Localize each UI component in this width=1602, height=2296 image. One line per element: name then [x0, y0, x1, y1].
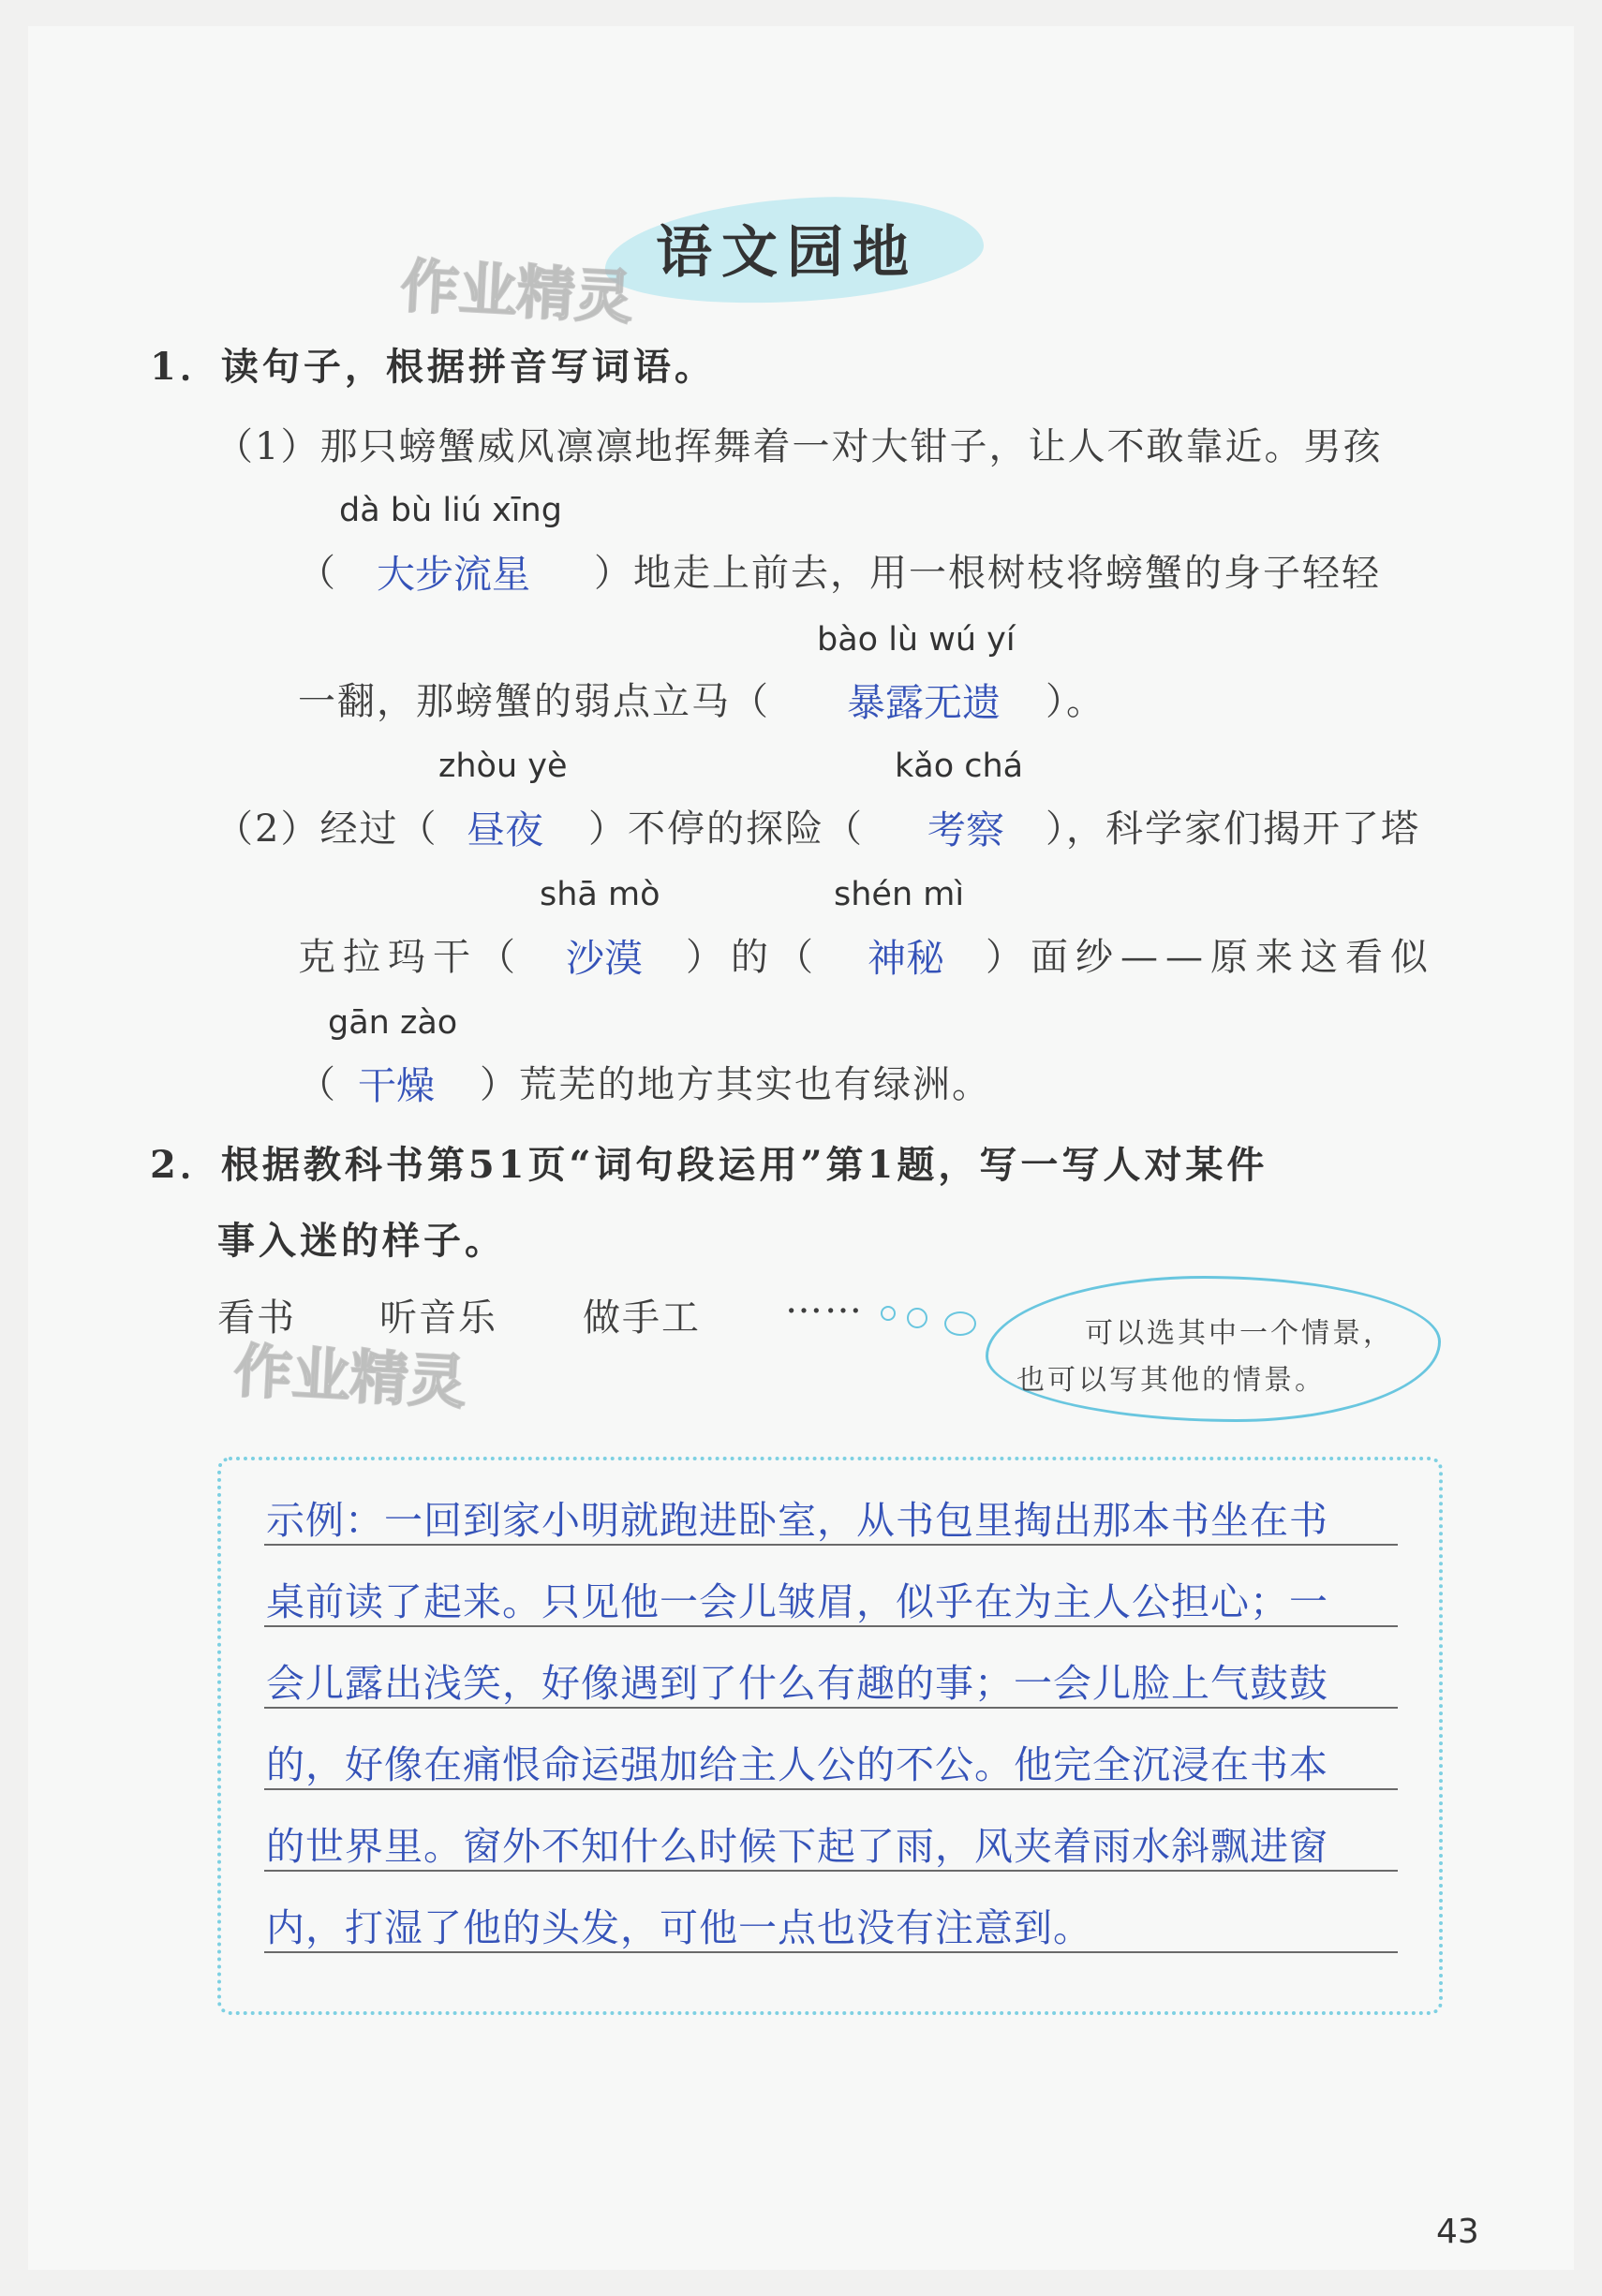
bubble-dot-2	[907, 1308, 927, 1328]
answer-line-5: 的世界里。窗外不知什么时候下起了雨，风夹着雨水斜飘进窗	[266, 1824, 1328, 1869]
answer-rule-2	[264, 1625, 1398, 1627]
q1-sentence2-mid: ）不停的探险（	[588, 807, 864, 851]
answer-line-4: 的，好像在痛恨命运强加给主人公的不公。他完全沉浸在书本	[266, 1742, 1328, 1787]
answer-rule-5	[264, 1870, 1398, 1872]
answer-line-2: 桌前读了起来。只见他一会儿皱眉，似乎在为主人公担心；一	[266, 1579, 1328, 1624]
answer-line-1: 示例：一回到家小明就跑进卧室，从书包里掏出那本书坐在书	[266, 1498, 1328, 1543]
answer-zhouye: 昼夜	[467, 807, 543, 852]
option-handcraft: 做手工	[583, 1296, 701, 1340]
answer-shenmi: 神秘	[868, 936, 944, 981]
answer-baoluwuyi: 暴露无遗	[847, 680, 1001, 725]
pinyin-baoluwuyi: bào lù wú yí	[817, 621, 1016, 659]
q1-sentence2-pre: （2）经过（	[215, 807, 438, 851]
q1-sentence1-line1: （1）那只螃蟹威风凛凛地挥舞着一对大钳子，让人不敢靠近。男孩	[215, 425, 1383, 468]
q1-sentence2b-pre: 克拉玛干（	[298, 936, 523, 979]
watermark: 作业精灵	[398, 251, 635, 333]
hint-line-1: 可以选其中一个情景，	[1085, 1317, 1394, 1350]
page-number: 43	[1436, 2213, 1479, 2251]
q1-sentence2b-post: ）面纱——原来这看似	[986, 936, 1435, 979]
answer-line-6: 内，打湿了他的头发，可他一点也没有注意到。	[266, 1905, 1092, 1950]
option-reading: 看书	[217, 1296, 296, 1340]
pinyin-shenmi: shén mì	[834, 876, 965, 913]
pinyin-zhouye: zhòu yè	[438, 748, 568, 785]
answer-kaocha: 考察	[927, 807, 1004, 852]
pinyin-dabuliuxing: dà bù liú xīng	[339, 492, 562, 529]
q1-sentence1-line3-pre: 一翻，那螃蟹的弱点立马（	[298, 680, 770, 723]
answer-shamo: 沙漠	[566, 936, 643, 981]
answer-dabuliuxing: 大步流星	[377, 552, 530, 597]
answer-rule-1	[264, 1544, 1398, 1546]
watermark-2: 作业精灵	[231, 1336, 468, 1417]
q1-sentence2-post: ），科学家们揭开了塔	[1046, 807, 1420, 851]
bubble-dot-3	[944, 1311, 976, 1336]
bubble-dot-1	[881, 1306, 896, 1321]
question-2-heading-line2: 事入迷的样子。	[217, 1219, 506, 1263]
q1-sentence2c-post: ）荒芜的地方其实也有绿洲。	[480, 1063, 991, 1106]
q1-sentence1-line3-post: ）。	[1046, 680, 1105, 723]
q1-sentence1-line2: ）地走上前去，用一根树枝将螃蟹的身子轻轻	[594, 552, 1381, 595]
answer-rule-6	[264, 1951, 1398, 1953]
hint-line-2: 也可以写其他的情景。	[1016, 1364, 1326, 1397]
question-2-heading-line1: 2．根据教科书第51页“词句段运用”第1题，写一写人对某件	[150, 1143, 1268, 1187]
q1-sentence2b-mid: ）的（	[686, 936, 821, 979]
pinyin-kaocha: kǎo chá	[895, 748, 1024, 785]
paren-open: （	[298, 552, 337, 595]
option-music: 听音乐	[379, 1296, 497, 1340]
page-title: 语文园地	[656, 220, 918, 286]
answer-rule-3	[264, 1707, 1398, 1709]
answer-line-3: 会儿露出浅笑，好像遇到了什么有趣的事；一会儿脸上气鼓鼓	[266, 1661, 1328, 1706]
pinyin-shamo: shā mò	[540, 876, 660, 913]
pinyin-ganzao: gān zào	[328, 1004, 458, 1042]
option-ellipsis: ……	[785, 1279, 864, 1322]
answer-ganzao: 干燥	[358, 1063, 435, 1108]
question-1-heading: 1．读句子，根据拼音写词语。	[150, 345, 716, 389]
paren-open-2: （	[298, 1063, 337, 1106]
answer-rule-4	[264, 1788, 1398, 1790]
